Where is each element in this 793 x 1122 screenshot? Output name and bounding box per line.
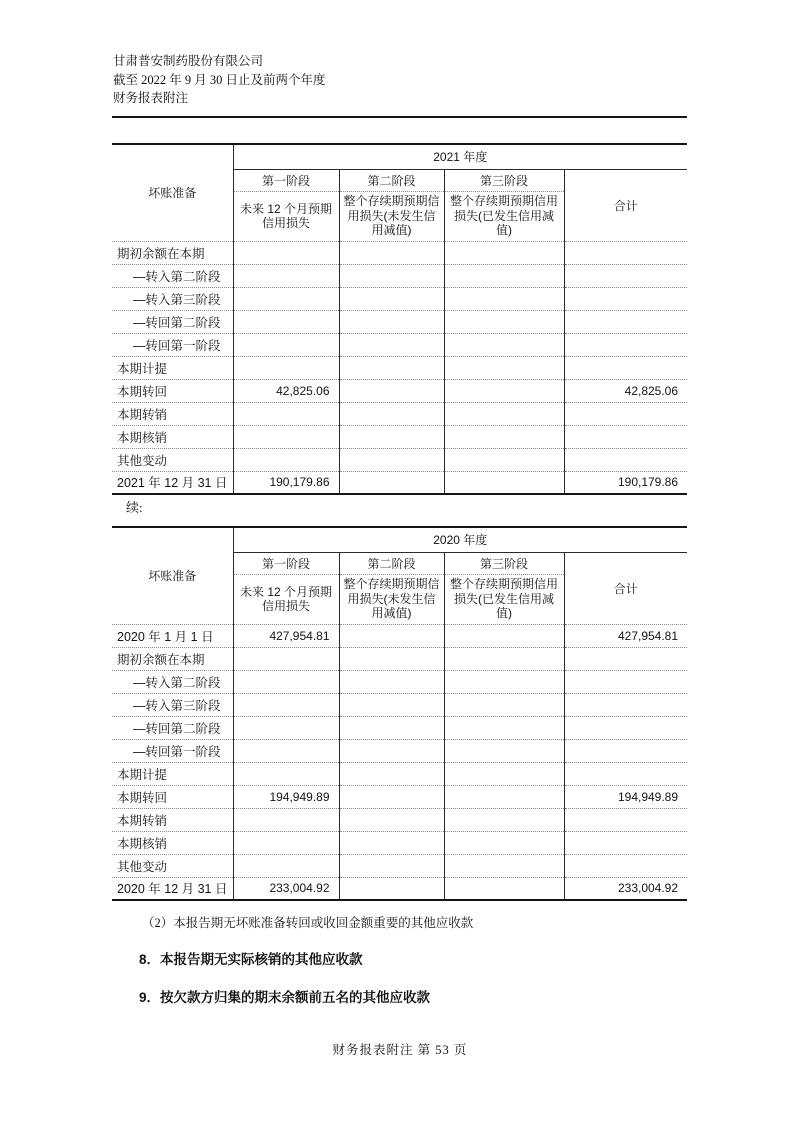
stage3-value: [444, 448, 564, 471]
stage3-value: [444, 624, 564, 647]
table-row: [112, 241, 687, 264]
stage3-description: 整个存续期预期信用损失(已发生信用减值): [444, 191, 564, 241]
row-label: 本期核销: [112, 425, 233, 448]
stage1-value: [233, 287, 339, 310]
stage2-description: 整个存续期预期信用损失(未发生信用减值): [339, 191, 444, 241]
row-label: 2020 年 1 月 1 日: [112, 624, 233, 647]
stage2-value: [339, 670, 444, 693]
row-label: —转入第三阶段: [112, 287, 233, 310]
table-row: [112, 448, 687, 471]
stage3-value: [444, 241, 564, 264]
stage2-value: [339, 785, 444, 808]
stage1-value: 42,825.06: [233, 379, 339, 402]
stage3-value: [444, 647, 564, 670]
stage1-value: [233, 808, 339, 831]
row-label: 本期计提: [112, 356, 233, 379]
total-value: [564, 264, 687, 287]
total-header: 合计: [564, 552, 687, 624]
stage1-value: [233, 448, 339, 471]
stage2-value: [339, 716, 444, 739]
stage3-value: [444, 310, 564, 333]
stage2-value: [339, 808, 444, 831]
table-row: [112, 808, 687, 831]
table-row: [112, 379, 687, 402]
table-row: [112, 333, 687, 356]
stage3-header: 第三阶段: [444, 552, 564, 574]
stage1-value: [233, 670, 339, 693]
row-label: 本期转回: [112, 379, 233, 402]
stage2-value: [339, 264, 444, 287]
stage3-value: [444, 264, 564, 287]
stage2-header: 第二阶段: [339, 552, 444, 574]
page-footer: 财务报表附注 第 53 页: [332, 1043, 468, 1057]
stage1-description: 未来 12 个月预期信用损失: [233, 191, 339, 241]
table-row: [112, 877, 687, 900]
stage1-value: [233, 716, 339, 739]
stage1-value: 194,949.89: [233, 785, 339, 808]
row-label: 期初余额在本期: [112, 241, 233, 264]
total-value: 233,004.92: [564, 877, 687, 900]
stage1-value: 233,004.92: [233, 877, 339, 900]
note-9: 9．按欠款方归集的期末余额前五名的其他应收款: [139, 990, 431, 1005]
total-value: [564, 693, 687, 716]
stage1-value: [233, 356, 339, 379]
row-label: 本期转销: [112, 808, 233, 831]
corner-header: 坏账准备: [112, 527, 233, 624]
total-value: [564, 241, 687, 264]
table-row: [112, 310, 687, 333]
total-value: [564, 854, 687, 877]
total-value: 190,179.86: [564, 471, 687, 494]
stage1-description: 未来 12 个月预期信用损失: [233, 574, 339, 624]
table-row: [112, 670, 687, 693]
total-value: [564, 310, 687, 333]
stage1-value: [233, 762, 339, 785]
stage3-value: [444, 356, 564, 379]
provision-table-2021: [112, 143, 687, 495]
stage1-value: [233, 333, 339, 356]
stage3-value: [444, 762, 564, 785]
stage3-value: [444, 739, 564, 762]
doc-header-title: 财务报表附注: [113, 91, 189, 105]
total-value: [564, 670, 687, 693]
stage2-value: [339, 471, 444, 494]
stage3-value: [444, 854, 564, 877]
table-row: [112, 287, 687, 310]
table-row: [112, 471, 687, 494]
stage2-value: [339, 425, 444, 448]
total-value: 427,954.81: [564, 624, 687, 647]
stage2-value: [339, 241, 444, 264]
stage1-value: 427,954.81: [233, 624, 339, 647]
stage2-value: [339, 402, 444, 425]
total-value: 42,825.06: [564, 379, 687, 402]
total-value: [564, 831, 687, 854]
stage3-value: [444, 808, 564, 831]
total-value: [564, 762, 687, 785]
stage2-value: [339, 356, 444, 379]
doc-header: [113, 52, 326, 108]
row-label: 期初余额在本期: [112, 647, 233, 670]
stage3-value: [444, 287, 564, 310]
row-label: —转回第一阶段: [112, 739, 233, 762]
row-label: —转回第二阶段: [112, 716, 233, 739]
stage2-value: [339, 287, 444, 310]
stage2-value: [339, 831, 444, 854]
table-row: [112, 527, 687, 552]
table-row: [112, 716, 687, 739]
stage2-value: [339, 333, 444, 356]
total-value: [564, 448, 687, 471]
stage2-value: [339, 854, 444, 877]
total-value: [564, 356, 687, 379]
table-row: [112, 785, 687, 808]
table-row: [112, 144, 687, 169]
stage1-value: [233, 402, 339, 425]
doc-header-company: 甘肃普安制药股份有限公司: [113, 54, 264, 68]
stage2-value: [339, 693, 444, 716]
stage1-value: [233, 739, 339, 762]
stage3-value: [444, 379, 564, 402]
stage1-value: [233, 647, 339, 670]
stage1-value: [233, 241, 339, 264]
row-label: 2021 年 12 月 31 日: [117, 476, 228, 491]
stage3-value: [444, 877, 564, 900]
stage1-value: 190,179.86: [233, 471, 339, 494]
provision-table-2020: [112, 526, 687, 901]
stage3-value: [444, 785, 564, 808]
table-row: [112, 356, 687, 379]
row-label: 其他变动: [112, 854, 233, 877]
total-header: 合计: [564, 169, 687, 241]
total-value: [564, 333, 687, 356]
stage3-header: 第三阶段: [444, 169, 564, 191]
row-label: —转入第二阶段: [112, 670, 233, 693]
stage1-value: [233, 264, 339, 287]
year-header: 2021 年度: [233, 144, 687, 169]
table-row: [112, 739, 687, 762]
row-label: —转入第三阶段: [112, 693, 233, 716]
table-row: [112, 425, 687, 448]
stage1-value: [233, 310, 339, 333]
total-value: [564, 716, 687, 739]
stage1-value: [233, 854, 339, 877]
note-2: （2）本报告期无坏账准备转回或收回金额重要的其他应收款: [142, 916, 474, 930]
total-value: [564, 739, 687, 762]
table-row: [112, 762, 687, 785]
row-label: 本期转销: [112, 402, 233, 425]
stage2-value: [339, 310, 444, 333]
total-value: [564, 647, 687, 670]
stage3-value: [444, 333, 564, 356]
stage1-value: [233, 831, 339, 854]
note-8: 8．本报告期无实际核销的其他应收款: [139, 952, 363, 967]
total-value: 194,949.89: [564, 785, 687, 808]
stage3-value: [444, 716, 564, 739]
row-label: —转回第二阶段: [112, 310, 233, 333]
corner-header: 坏账准备: [112, 144, 233, 241]
stage2-value: [339, 739, 444, 762]
stage1-header: 第一阶段: [233, 552, 339, 574]
row-label: 2020 年 12 月 31 日: [117, 882, 228, 897]
total-value: [564, 287, 687, 310]
stage3-value: [444, 670, 564, 693]
stage3-value: [444, 831, 564, 854]
stage1-value: [233, 425, 339, 448]
doc-header-period: 截至 2022 年 9 月 30 日止及前两个年度: [113, 72, 326, 87]
stage3-value: [444, 471, 564, 494]
stage2-value: [339, 624, 444, 647]
year-header: 2020 年度: [233, 527, 687, 552]
table-row: [112, 854, 687, 877]
table-row: [112, 624, 687, 647]
total-value: [564, 402, 687, 425]
row-label: 其他变动: [112, 448, 233, 471]
table-row: [112, 831, 687, 854]
stage2-value: [339, 647, 444, 670]
row-label: —转回第一阶段: [112, 333, 233, 356]
stage2-value: [339, 762, 444, 785]
table-row: [112, 693, 687, 716]
stage3-value: [444, 693, 564, 716]
header-rule: [112, 116, 687, 118]
total-value: [564, 808, 687, 831]
row-label: 本期转回: [112, 785, 233, 808]
total-value: [564, 425, 687, 448]
row-label: 本期核销: [112, 831, 233, 854]
stage2-value: [339, 448, 444, 471]
row-label: —转入第二阶段: [112, 264, 233, 287]
stage1-value: [233, 693, 339, 716]
stage1-header: 第一阶段: [233, 169, 339, 191]
table-row: [112, 647, 687, 670]
stage2-value: [339, 379, 444, 402]
continuation-label: 续:: [126, 500, 143, 515]
table-row: [112, 402, 687, 425]
stage3-value: [444, 402, 564, 425]
stage3-value: [444, 425, 564, 448]
table-row: [112, 264, 687, 287]
stage2-description: 整个存续期预期信用损失(未发生信用减值): [339, 574, 444, 624]
stage2-value: [339, 877, 444, 900]
stage2-header: 第二阶段: [339, 169, 444, 191]
stage3-description: 整个存续期预期信用损失(已发生信用减值): [444, 574, 564, 624]
row-label: 本期计提: [112, 762, 233, 785]
